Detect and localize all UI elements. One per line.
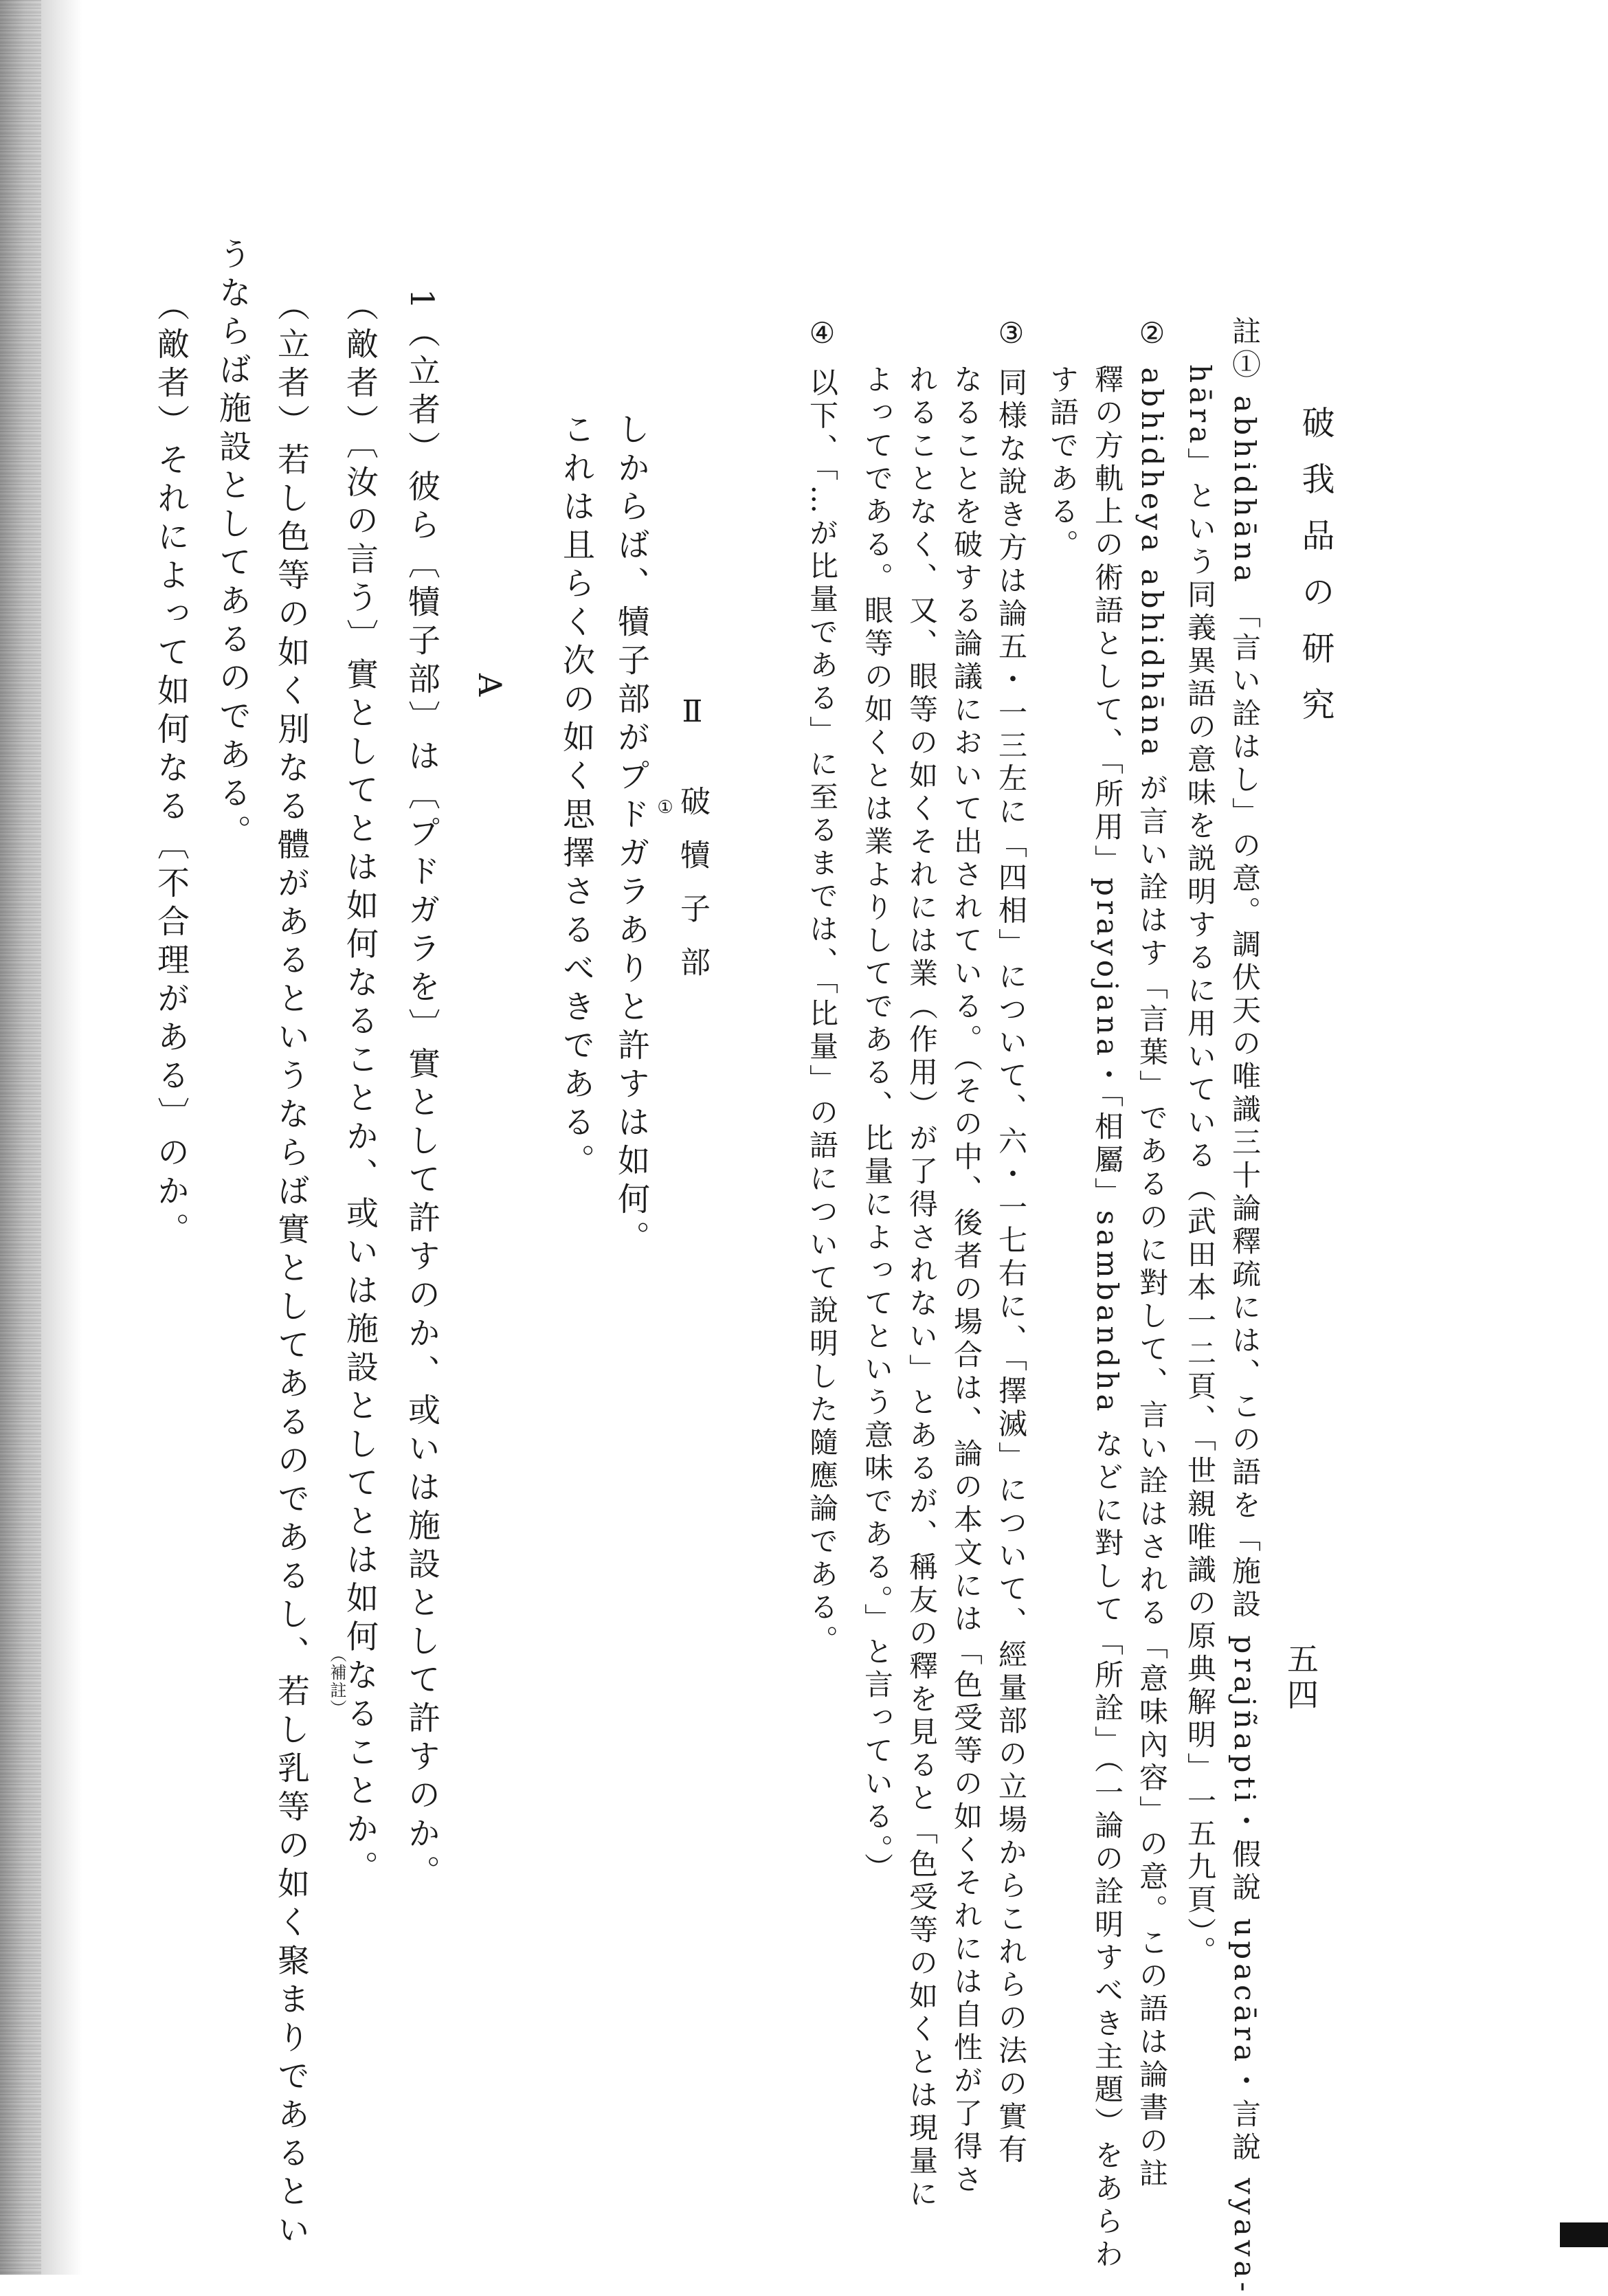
- dialogue-line: （敵者）〔汝の言う〕實としてとは如何なることか、或いは施設としてとは如何なることか。: [341, 289, 379, 1889]
- page-number: 五四: [1282, 1642, 1319, 1714]
- note-line: す語である。: [1046, 364, 1080, 562]
- note-line: ② abhidheya abhidhāna が言い詮はす「言葉」であるのに對して、言い詮はされる「意味內容」の意。この語は論書の註: [1135, 316, 1169, 2192]
- intro-line: これは且らく次の如く思擇さるべきである。: [557, 412, 595, 1182]
- dialogue-line: （立者）若し色等の如く別なる體があるというならば實としてあるのであるし、若し乳等の如く聚まりであるとい: [272, 289, 310, 2251]
- note-line: よってである。眼等の如くとは業よりしてである、比量によってという意味である。」と言っている。）: [860, 364, 894, 1886]
- note-line: ④ 以下、「…が比量である」に至るまでは、「比量」の語について說明した隨應論である。: [805, 316, 839, 1658]
- binding-speckle: [0, 0, 41, 2275]
- intro-line: しからば、犢子部がプドガラありと許すは如何。: [612, 412, 650, 1259]
- section-note-ref: ①: [655, 797, 675, 821]
- dialogue-line: 1（立者）彼ら〔犢子部〕は〔プドガラを〕實として許すのか、或いは施設として許すのか。: [403, 289, 440, 1893]
- dialogue-line: （敵者）それによって如何なる〔不合理がある〕のか。: [152, 289, 190, 1251]
- note-line: ③ 同様な說き方は論五・一三左に「四相」について、六・一七右に、「擇滅」について、經量部の立場からこれらの法の實有: [994, 316, 1028, 2167]
- sub-heading: A: [471, 673, 509, 700]
- note-line: なることを破する論議において出されている。（その中、後者の場合は、論の本文には「色受等の如くそれには自性が了得さ: [950, 364, 983, 2197]
- note-line: 註① abhidhāna 「言い詮はし」の意。調伏天の唯識三十論釋疏には、この語を「施設 prajñapti・假說 upacāra・言說 vyava-: [1228, 316, 1262, 2296]
- page-title: 破我品の研究: [1296, 405, 1335, 744]
- supplement-note-ref: （補註）: [327, 1646, 346, 1717]
- note-line: れることなく、又、眼等の如くそれには業（作用）が了得されない」とあるが、稱友の釋を見ると「色受等の如くとは現量に: [905, 364, 939, 2211]
- note-line: hāra」という同義異語の意味を説明するに用いている（武田本一二頁、「世親唯識の原典解明」一五九頁）。: [1183, 364, 1217, 1970]
- section-heading: Ⅱ 破犢子部: [675, 694, 710, 1000]
- note-line: 釋の方軌上の術語として、「所用」prayojana・「相屬」sambandha などに對して「所詮」（一論の詮明すべき主題）をあらわ: [1091, 364, 1124, 2272]
- scan-corner-mark: [1560, 2222, 1608, 2247]
- dialogue-line: うならば施設としてあるのである。: [214, 237, 252, 853]
